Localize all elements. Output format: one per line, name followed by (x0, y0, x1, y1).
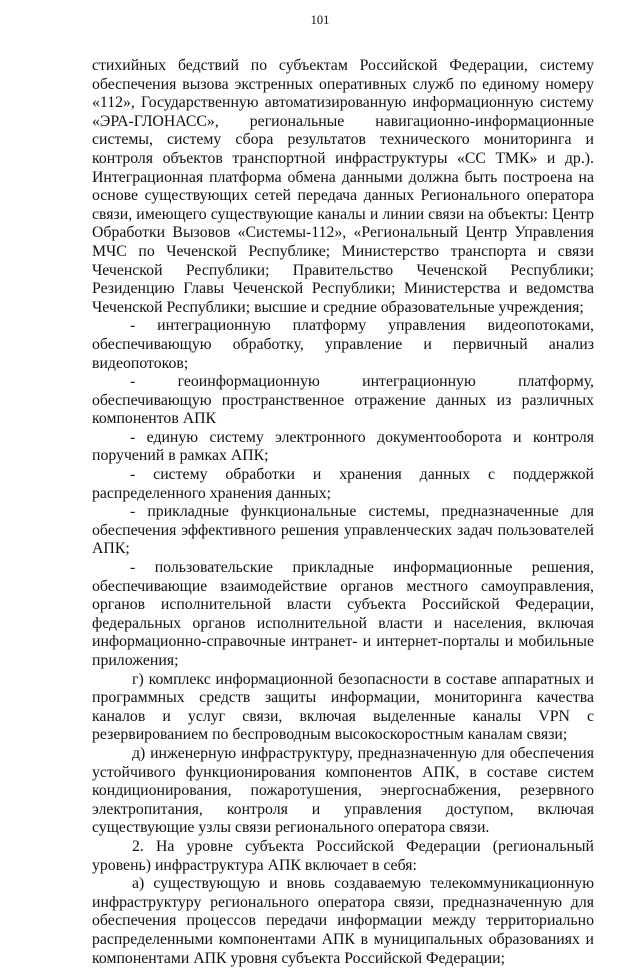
list-item-applied-systems: - прикладные функциональные системы, предназначенные для обеспечения эффективного решения управленческих задач пользователей АПК; (92, 503, 594, 558)
page-number: 101 (310, 13, 330, 27)
list-item-user-solutions: - пользовательские прикладные информационные решения, обеспечивающие взаимодействие органов местного самоуправления, органов исполнительной власти субъекта Российской Федерации, федеральных органов исполнительной власти и населения, включая информационно-справочные интранет- и интернет-порталы и мобильные приложения; (92, 559, 594, 669)
list-item-data-storage: - систему обработки и хранения данных с поддержкой распределенного хранения данных; (92, 466, 594, 502)
paragraph-item-g: г) комплекс информационной безопасности в составе аппаратных и программных средств защиты информации, мониторинга качества каналов и услуг связи, включая выделенные каналы VPN с резервированием по беспроводным высокоскоростным каналам связи; (92, 670, 594, 744)
paragraph-item-a: а) существующую и вновь создаваемую телекоммуникационную инфраструктуру регионального оператора связи, предназначенную для обеспечения процессов передачи информации между территориально распределенными компонентами АПК в муниципальных образованиях и компонентами АПК уровня субъекта Российской Федерации; (92, 875, 594, 967)
paragraph-continuation: стихийных бедствий по субъектам Российской Федерации, систему обеспечения вызова экстренных оперативных служб по единому номеру «112», Государственную автоматизированную информационную систему «ЭРА-ГЛОНАСС», региональные навигационно-информационные системы, систему сбора результатов технического мониторинга и контроля объектов транспортной инфраструктуры «СС ТМК» и др.). Интеграционная платформа обмена данными должна быть построена на основе существующих сетей передача данных Регионального оператора связи, имеющего существующие каналы и линии связи на объекты: Центр Обработки Вызовов «Системы-112», «Региональный Центр Управления МЧС по Чеченской Республике; Министерство транспорта и связи Чеченской Республики; Правительство Чеченской Республики; Резиденцию Главы Чеченской Республики; Министерства и ведомства Чеченской Республики; высшие и средние образовательные учреждения; (92, 57, 594, 316)
document-body (92, 57, 594, 968)
paragraph-section-2: 2. На уровне субъекта Российской Федерации (региональный уровень) инфраструктура АПК включает в себя: (92, 837, 594, 874)
list-item-geoinformation-platform: - геоинформационную интеграционную платформу, обеспечивающую пространственное отражение данных из различных компонентов АПК (92, 373, 594, 428)
list-item-document-flow: - единую систему электронного документооборота и контроля поручений в рамках АПК; (92, 428, 594, 465)
list-item-video-platform: - интеграционную платформу управления видеопотоками, обеспечивающую обработку, управление и первичный анализ видеопотоков; (92, 317, 594, 372)
paragraph-item-d: д) инженерную инфраструктуру, предназначенную для обеспечения устойчивого функционирования компонентов АПК, в составе систем кондиционирования, пожаротушения, энергоснабжения, резервного электропитания, контроля и управления доступом, включая существующие узлы связи регионального оператора связи. (92, 744, 594, 837)
